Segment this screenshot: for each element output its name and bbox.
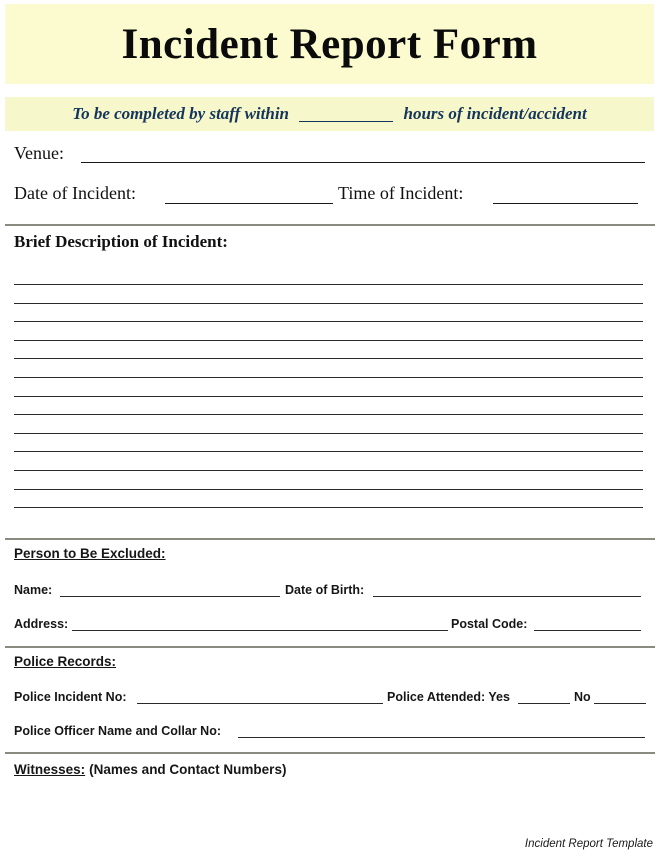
section-divider [5,752,655,754]
instructions-spacer [289,104,293,124]
footer-caption: Incident Report Template [524,838,653,850]
address-label: Address: [14,617,69,631]
date-of-incident-label: Date of Incident: [14,183,136,203]
title-band [5,4,654,84]
instructions-text-start: To be completed by staff within [72,104,289,123]
description-line[interactable] [14,358,643,359]
section-divider [5,538,655,540]
police-incident-no-field[interactable] [137,703,383,704]
postal-code-field[interactable] [534,630,641,631]
dob-label: Date of Birth: [285,583,365,597]
time-of-incident-field[interactable] [493,203,638,204]
date-of-incident-field[interactable] [165,203,333,204]
description-line[interactable] [14,303,643,304]
description-line[interactable] [14,489,643,490]
description-line[interactable] [14,470,643,471]
name-label: Name: [14,583,53,597]
description-line[interactable] [14,284,643,285]
witnesses-row [14,761,286,779]
hours-blank-field[interactable] [299,106,393,122]
officer-name-label: Police Officer Name and Collar No: [14,724,221,738]
description-line[interactable] [14,396,643,397]
police-attended-no-field[interactable] [594,703,646,704]
police-incident-no-label: Police Incident No: [14,690,127,704]
description-line[interactable] [14,377,643,378]
venue-field[interactable] [81,162,645,163]
witnesses-note: (Names and Contact Numbers) [89,762,287,777]
form-title: Incident Report Form [121,20,538,68]
description-line[interactable] [14,340,643,341]
instructions-text-end: hours of incident/accident [403,104,587,123]
time-of-incident-label: Time of Incident: [338,183,464,203]
address-field[interactable] [72,630,448,631]
description-line[interactable] [14,433,643,434]
dob-field[interactable] [373,596,641,597]
postal-code-label: Postal Code: [451,617,528,631]
police-attended-no-label: No [574,690,591,704]
officer-name-field[interactable] [238,737,645,738]
description-label: Brief Description of Incident: [14,232,228,251]
description-line[interactable] [14,451,643,452]
description-line[interactable] [14,321,643,322]
description-line[interactable] [14,507,643,508]
person-excluded-heading: Person to Be Excluded: [14,546,166,561]
witnesses-heading: Witnesses: [14,762,86,777]
venue-label: Venue: [14,143,64,163]
instructions-band [5,97,654,131]
police-attended-yes-field[interactable] [518,703,570,704]
section-divider [5,224,655,226]
section-divider [5,646,655,648]
police-attended-label: Police Attended: Yes [387,690,510,704]
description-line[interactable] [14,414,643,415]
police-records-heading: Police Records: [14,654,117,669]
name-field[interactable] [60,596,280,597]
